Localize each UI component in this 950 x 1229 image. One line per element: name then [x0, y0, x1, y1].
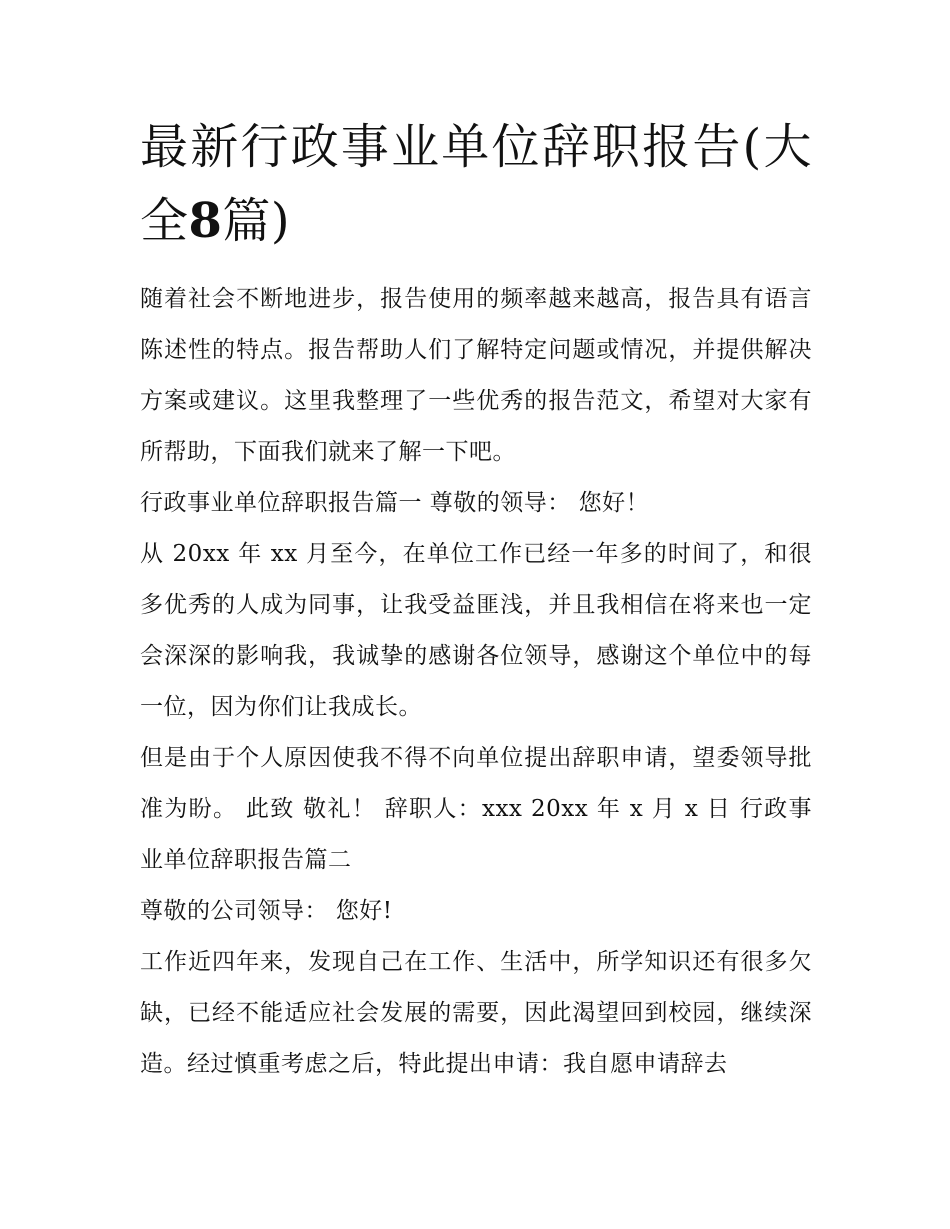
title-text-part2: 篇) [222, 193, 291, 249]
paragraph-salutation-2: 尊敬的公司领导： 您好! [140, 898, 393, 924]
paragraph-intro: 随着社会不断地进步，报告使用的频率越来越高，报告具有语言陈述性的特点。报告帮助人们了解特定问题或情况，并提供解决方案或建议。这里我整理了一些优秀的报告范文，希望对大家有所帮助，下面我们就来了解一下吧。 [140, 286, 812, 465]
paragraph-body-2: 工作近四年来，发现自己在工作、生活中，所学知识还有很多欠缺，已经不能适应社会发展的需要，因此渴望回到校园，继续深造。经过慎重考虑之后，特此提出申请：我自愿申请辞去 [140, 949, 812, 1077]
paragraph-salutation-1: 行政事业单位辞职报告篇一 尊敬的领导： 您好！ [140, 490, 650, 516]
title-text-part1: 最新行政事业单位辞职报告(大全 [140, 119, 812, 249]
document-page [140, 110, 812, 1090]
paragraph-closing-1: 但是由于个人原因使我不得不向单位提出辞职申请，望委领导批准为盼。 此致 敬礼！ 辞职人：xxx 20xx 年 x 月 x 日 行政事业单位辞职报告篇二 [140, 745, 812, 873]
paragraph-body-1: 从 20xx 年 xx 月至今，在单位工作已经一年多的时间了，和很多优秀的人成为同事，让我受益匪浅，并且我相信在将来也一定会深深的影响我，我诚挚的感谢各位领导，感谢这个单位中的每一位，因为你们让我成长。 [140, 541, 812, 720]
document-title [140, 110, 812, 258]
title-number: 8 [188, 193, 223, 249]
document-body [140, 274, 812, 1090]
